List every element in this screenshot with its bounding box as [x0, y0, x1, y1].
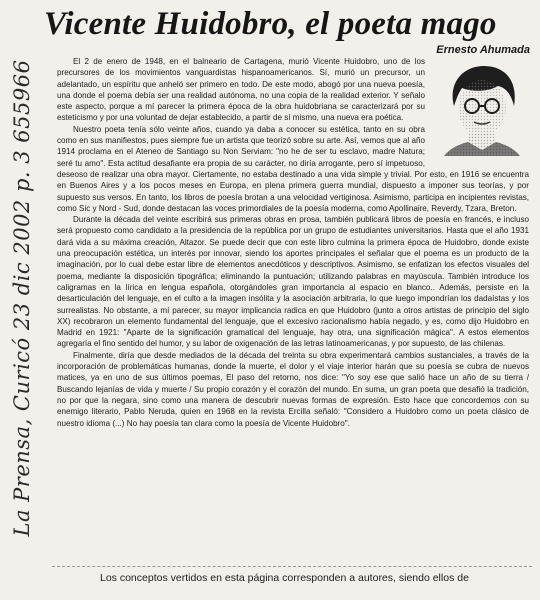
article-paragraph-1: El 2 de enero de 1948, en el balneario de Cartagena, murió Vicente Huidobro, uno de los precursores de los movimientos vanguardistas hispanoamericanos. Sí, murió un precursor, un adelantado, un espíritu que anheló ser primero en todo. De este modo, abogó por una nueva poesía, una donde el poema debía ser una realidad autónoma, no una copia de la realidad exterior. Y señalo este aspecto, porque a mí parecer la primera época de la obra huidobriana se caracterizará por su esteticismo y por una voluntad de dejar establecido, a partir de sí mismo, una nueva era poética. — [57, 57, 425, 123]
margin-annotation-text: La Prensa, Curicó 23 dic 2002 p. 3 655966 — [10, 59, 34, 537]
article-title: Vicente Huidobro, el poeta mago — [44, 6, 497, 42]
article-paragraph-2: Nuestro poeta tenía sólo veinte años, cuando ya daba a conocer su estética, tanto en su obra como en sus manifiestos, pues siempre fue un artista que teorizó sobre su arte. Así, vemos que al año 1914 proclama en el Ateneo de Santiago su Non Serviam: "no he de ser tu esclavo, madre Natura; seré tu amo". Esta actitud desafiante era propia de su carácter, no diría arrogante, pero sí impetuoso, deseoso de realizar una obra mayor. Ciertamente, no estaba destinado a una vida simple y trivial. Por esto, en 1916 se encuentra en Buenos Aires y a los pocos meses en Europa, en plena primera guerra mundial, dispuesto a imponer sus teorías, y por supuesto sus versos. En tanto, los libros de poesía brotan a una velocidad vertiginosa. Asimismo, participa en incipientes revistas, como Sic y Nord - Sud, donde destacan las voces primordiales de la poesía moderna, como Apollinaire, Reverdy, Tzara, Breton. — [57, 124, 529, 213]
article-paragraph-3: Durante la década del veinte escribirá sus primeras obras en prosa, también publicará libros de poesía en francés, e incluso será propuesto como candidato a la presidencia de la república por un grupo de estudiantes universitarios. Hasta que el año 1931 dará vida a su máxima creación, Altazor. Se puede decir que con este libro culmina la primera época de Huidobro, donde existe una preocupación estética, un interés por innovar, siendo los aportes principales el señalar que el poema es un producto de la imaginación, por lo cual debe estar libre de elementos anecdóticos y descriptivos. Asimismo, se enfatizan los efectos visuales del poema, mediante la disposición tipográfica; eliminando la puntuación; utilizando palabras en mayúscula. También introduce los caligramas en la lírica en lengua española, otorgándoles gran importancia al espacio en blanco.. Además, persiste en la desarticulación del lenguaje, en el culto a la imagen insólita y la asociación arbitraria, lo que luego impondrían los dadaístas y los surrealistas. No obstante, a mí parecer, su mayor implicancia radica en que Huidobro (junto a otros artistas de principio del siglo XX) recobraron un elemento fundamental del lenguaje, que el excesivo racionalismo había negado, y es, como dijo Huidobro en Madrid en 1921: "Aparte de la significación gramatical del lenguaje, hay otra, una significación mágica". A estos elementos agregaría el fino sentido del humor, y su labor de oxigenación de las letras latinoamericanas, y por supuesto, de las chilenas. — [57, 215, 529, 349]
article-author: Ernesto Ahumada — [436, 44, 530, 56]
article-paragraph-4: Finalmente, diría que desde mediados de la década del treinta su obra experimentará cambios sustanciales, a través de la incorporación de problemáticas humanas, donde la muerte, el dolor y el viaje interior harán que su poesía se cubra de nuevos matices, ya en uno de sus últimos poemas, El paso del retorno, nos dice: "Yo soy ese que salió hace un año de su tierra / Buscando lejanías de vida y muerte / Su propio corazón y el corazón del mundo. En suma, un gran poeta que desafió la tradición, no por que la negara, sino como una manera de descubrir nuevas formas de expresión. Esto hace que concordemos con su enemigo literario, Pablo Neruda, quien en 1968 en la revista Ercilla señaló: "Considero a Huidobro como un poeta clásico de nuestro idioma (...) No hay poesía tan clara como la poesía de Vicente Huidobro". — [57, 350, 529, 428]
article-body — [57, 56, 529, 560]
footer-disclaimer: Los conceptos vertidos en esta página corresponden a autores, siendo ellos de — [100, 572, 469, 584]
handwritten-margin-annotation — [2, 8, 42, 588]
photo-float-spacer — [425, 56, 529, 166]
footer-divider — [52, 566, 532, 568]
